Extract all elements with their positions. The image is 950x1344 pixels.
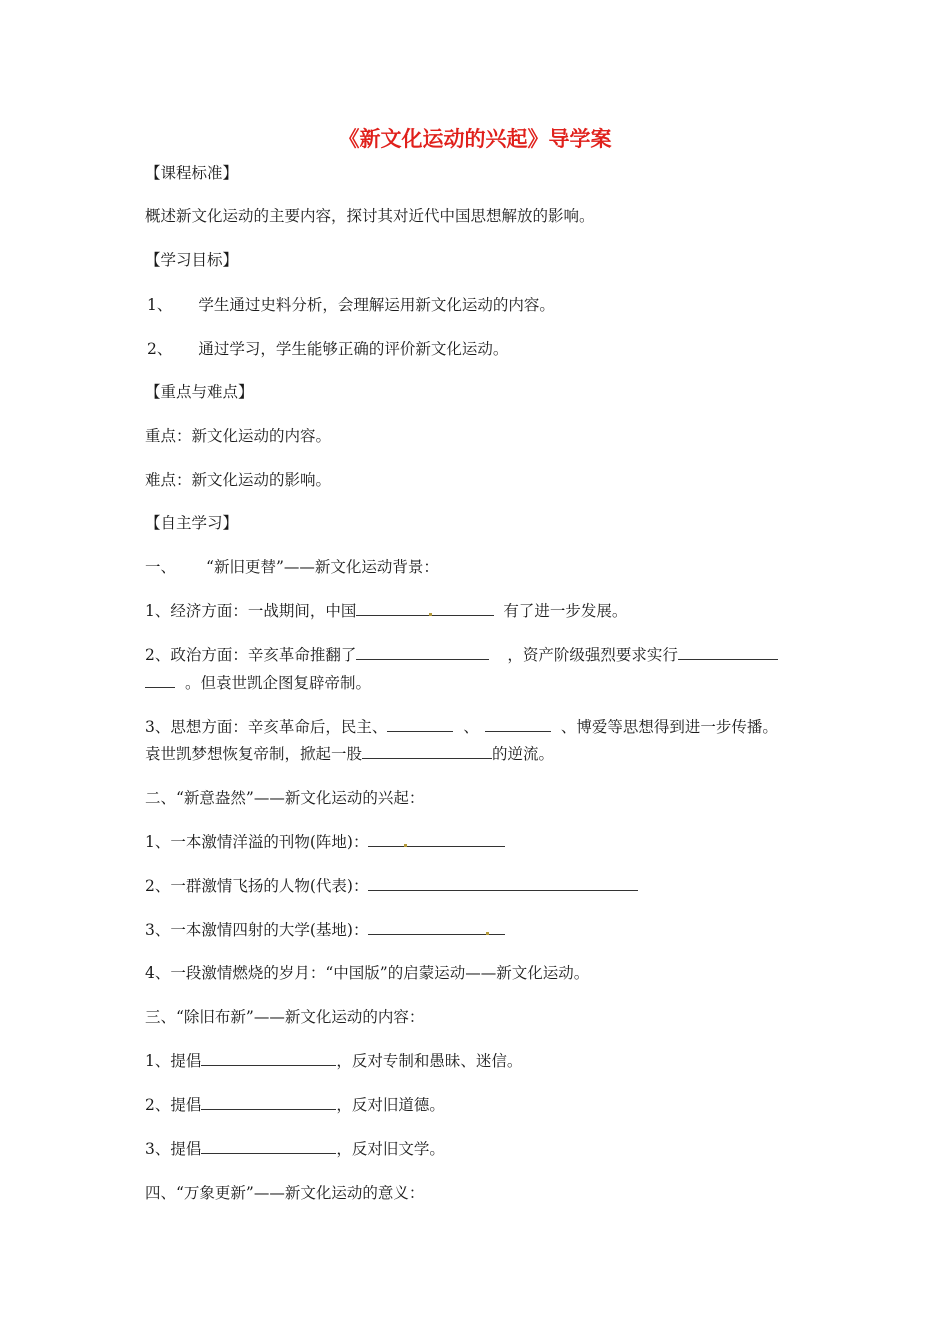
part1-title: “新旧更替”——新文化运动背景：: [206, 558, 439, 576]
q2-middle: ，资产阶级强烈要求实行: [507, 646, 678, 664]
answer-blank[interactable]: [678, 645, 778, 660]
part2-question-2: [145, 876, 638, 896]
answer-blank[interactable]: [368, 876, 638, 891]
key-points-heading: 【重点与难点】: [145, 383, 254, 401]
part2-title: 二、“新意盎然”——新文化运动的兴起：: [145, 789, 425, 807]
objective-2-number: 2、: [147, 340, 173, 358]
p3q3-prefix: 3、提倡: [145, 1140, 202, 1158]
key-point-text: 重点：新文化运动的内容。: [145, 427, 332, 445]
part3-question-3: [145, 1139, 445, 1159]
objective-2-text: 通过学习，学生能够正确的评价新文化运动。: [198, 340, 509, 358]
q1-prefix: 1、经济方面：一战期间，中国: [145, 602, 357, 620]
p3q1-suffix: ，反对专制和愚昧、迷信。: [336, 1052, 523, 1070]
objectives-heading: 【学习目标】: [145, 251, 239, 269]
document-title: 《新文化运动的兴起》导学案: [338, 126, 612, 151]
part3-question-1: [145, 1051, 522, 1071]
q2-prefix: 2、政治方面：辛亥革命推翻了: [145, 646, 357, 664]
part1-question-3: [145, 717, 778, 737]
difficult-point-text: 难点：新文化运动的影响。: [145, 471, 332, 489]
answer-blank[interactable]: [356, 645, 489, 660]
p2q3-text: 3、一本激情四射的大学(基地)：: [145, 921, 369, 939]
self-study-heading: 【自主学习】: [145, 514, 239, 532]
objective-1-text: 学生通过史料分析，会理解运用新文化运动的内容。: [198, 296, 555, 314]
objective-1: [147, 295, 555, 315]
p2q2-text: 2、一群激情飞扬的人物(代表)：: [145, 877, 369, 895]
part3-title: 三、“除旧布新”——新文化运动的内容：: [145, 1008, 425, 1026]
answer-blank[interactable]: [356, 601, 494, 616]
q1-suffix: 有了进一步发展。: [503, 602, 628, 620]
answer-blank[interactable]: [201, 1051, 336, 1066]
q2-suffix: 。但袁世凯企图复辟帝制。: [185, 674, 372, 692]
blank-mark: [486, 932, 489, 935]
answer-blank[interactable]: [485, 717, 551, 732]
objective-1-number: 1、: [147, 296, 173, 314]
p3q2-suffix: ，反对旧道德。: [336, 1096, 445, 1114]
answer-blank[interactable]: [387, 717, 453, 732]
q3-cont-prefix: 袁世凯梦想恢复帝制，掀起一股: [145, 745, 363, 763]
p3q2-prefix: 2、提倡: [145, 1096, 202, 1114]
answer-blank[interactable]: [145, 673, 175, 688]
q3-cont-suffix: 的逆流。: [492, 745, 555, 763]
curriculum-text: 概述新文化运动的主要内容，探讨其对近代中国思想解放的影响。: [145, 207, 595, 225]
answer-blank[interactable]: [362, 744, 492, 759]
answer-blank[interactable]: [368, 832, 505, 847]
objective-2: [147, 339, 508, 359]
part2-question-1: [145, 832, 505, 852]
part1-title-line: [145, 557, 439, 577]
part2-question-3: [145, 920, 505, 940]
part1-question-2-cont: [145, 673, 371, 693]
blank-mark: [429, 613, 432, 616]
answer-blank[interactable]: [368, 920, 505, 935]
part2-question-4: 4、一段激情燃烧的岁月：“中国版”的启蒙运动——新文化运动。: [145, 964, 590, 982]
q3-comma: 、: [463, 718, 479, 736]
part1-question-3-cont: [145, 744, 554, 764]
q3-prefix: 3、思想方面：辛亥革命后，民主、: [145, 718, 388, 736]
part1-question-1: [145, 601, 627, 621]
p3q1-prefix: 1、提倡: [145, 1052, 202, 1070]
part4-title: 四、“万象更新”——新文化运动的意义：: [145, 1184, 425, 1202]
answer-blank[interactable]: [201, 1095, 336, 1110]
part1-number: 一、: [145, 558, 177, 576]
part3-question-2: [145, 1095, 445, 1115]
p2q1-text: 1、一本激情洋溢的刊物(阵地)：: [145, 833, 369, 851]
answer-blank[interactable]: [201, 1139, 336, 1154]
p3q3-suffix: ，反对旧文学。: [336, 1140, 445, 1158]
blank-mark: [404, 844, 407, 847]
part1-question-2: [145, 645, 778, 665]
curriculum-heading: 【课程标准】: [145, 164, 239, 182]
q3-middle: 、博爱等思想得到进一步传播。: [560, 718, 778, 736]
